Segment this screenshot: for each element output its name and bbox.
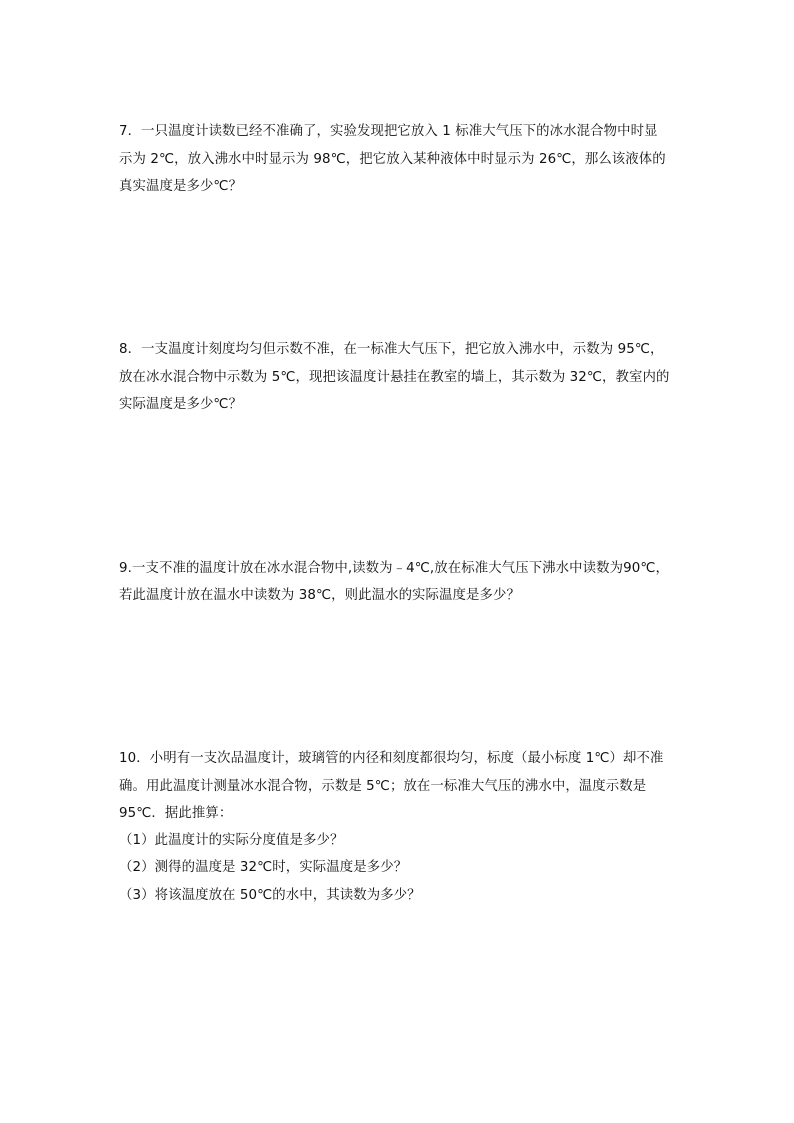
question-10-line-3: 95℃．据此推算： bbox=[119, 806, 233, 821]
question-10-subquestion-3: （3）将该温度放在 50℃的水中，其读数为多少？ bbox=[119, 888, 421, 903]
question-10-line-1: 10．小明有一支次品温度计，玻璃管的内径和刻度都很均匀，标度（最小标度 1℃）却不准 bbox=[119, 751, 664, 766]
question-10-subquestion-2: （2）测得的温度是 32℃时，实际温度是多少？ bbox=[119, 860, 408, 875]
question-8-line-3: 实际温度是多少℃？ bbox=[119, 397, 243, 412]
question-7-line-3: 真实温度是多少℃？ bbox=[119, 179, 243, 194]
question-8-line-2: 放在冰水混合物中示数为 5℃，现把该温度计悬挂在教室的墙上，其示数为 32℃，教室内的 bbox=[119, 370, 670, 385]
question-7-line-2: 示为 2℃，放入沸水中时显示为 98℃，把它放入某种液体中时显示为 26℃，那么该液体的 bbox=[119, 152, 666, 167]
question-10-line-2: 确。用此温度计测量冰水混合物，示数是 5℃；放在一标准大气压的沸水中，温度示数是 bbox=[119, 779, 647, 794]
question-7-line-1: 7．一只温度计读数已经不准确了，实验发现把它放入 1 标准大气压下的冰水混合物中时显 bbox=[119, 124, 658, 139]
question-9-line-1: 9.一支不准的温度计放在冰水混合物中,读数为﹣4℃,放在标准大气压下沸水中读数为90℃， bbox=[119, 561, 669, 576]
question-8-line-1: 8．一支温度计刻度均匀但示数不准，在一标准大气压下，把它放入沸水中，示数为 95℃， bbox=[119, 342, 664, 357]
question-10-subquestion-1: （1）此温度计的实际分度值是多少？ bbox=[119, 833, 344, 848]
question-9-line-2: 若此温度计放在温水中读数为 38℃，则此温水的实际温度是多少？ bbox=[119, 588, 520, 603]
